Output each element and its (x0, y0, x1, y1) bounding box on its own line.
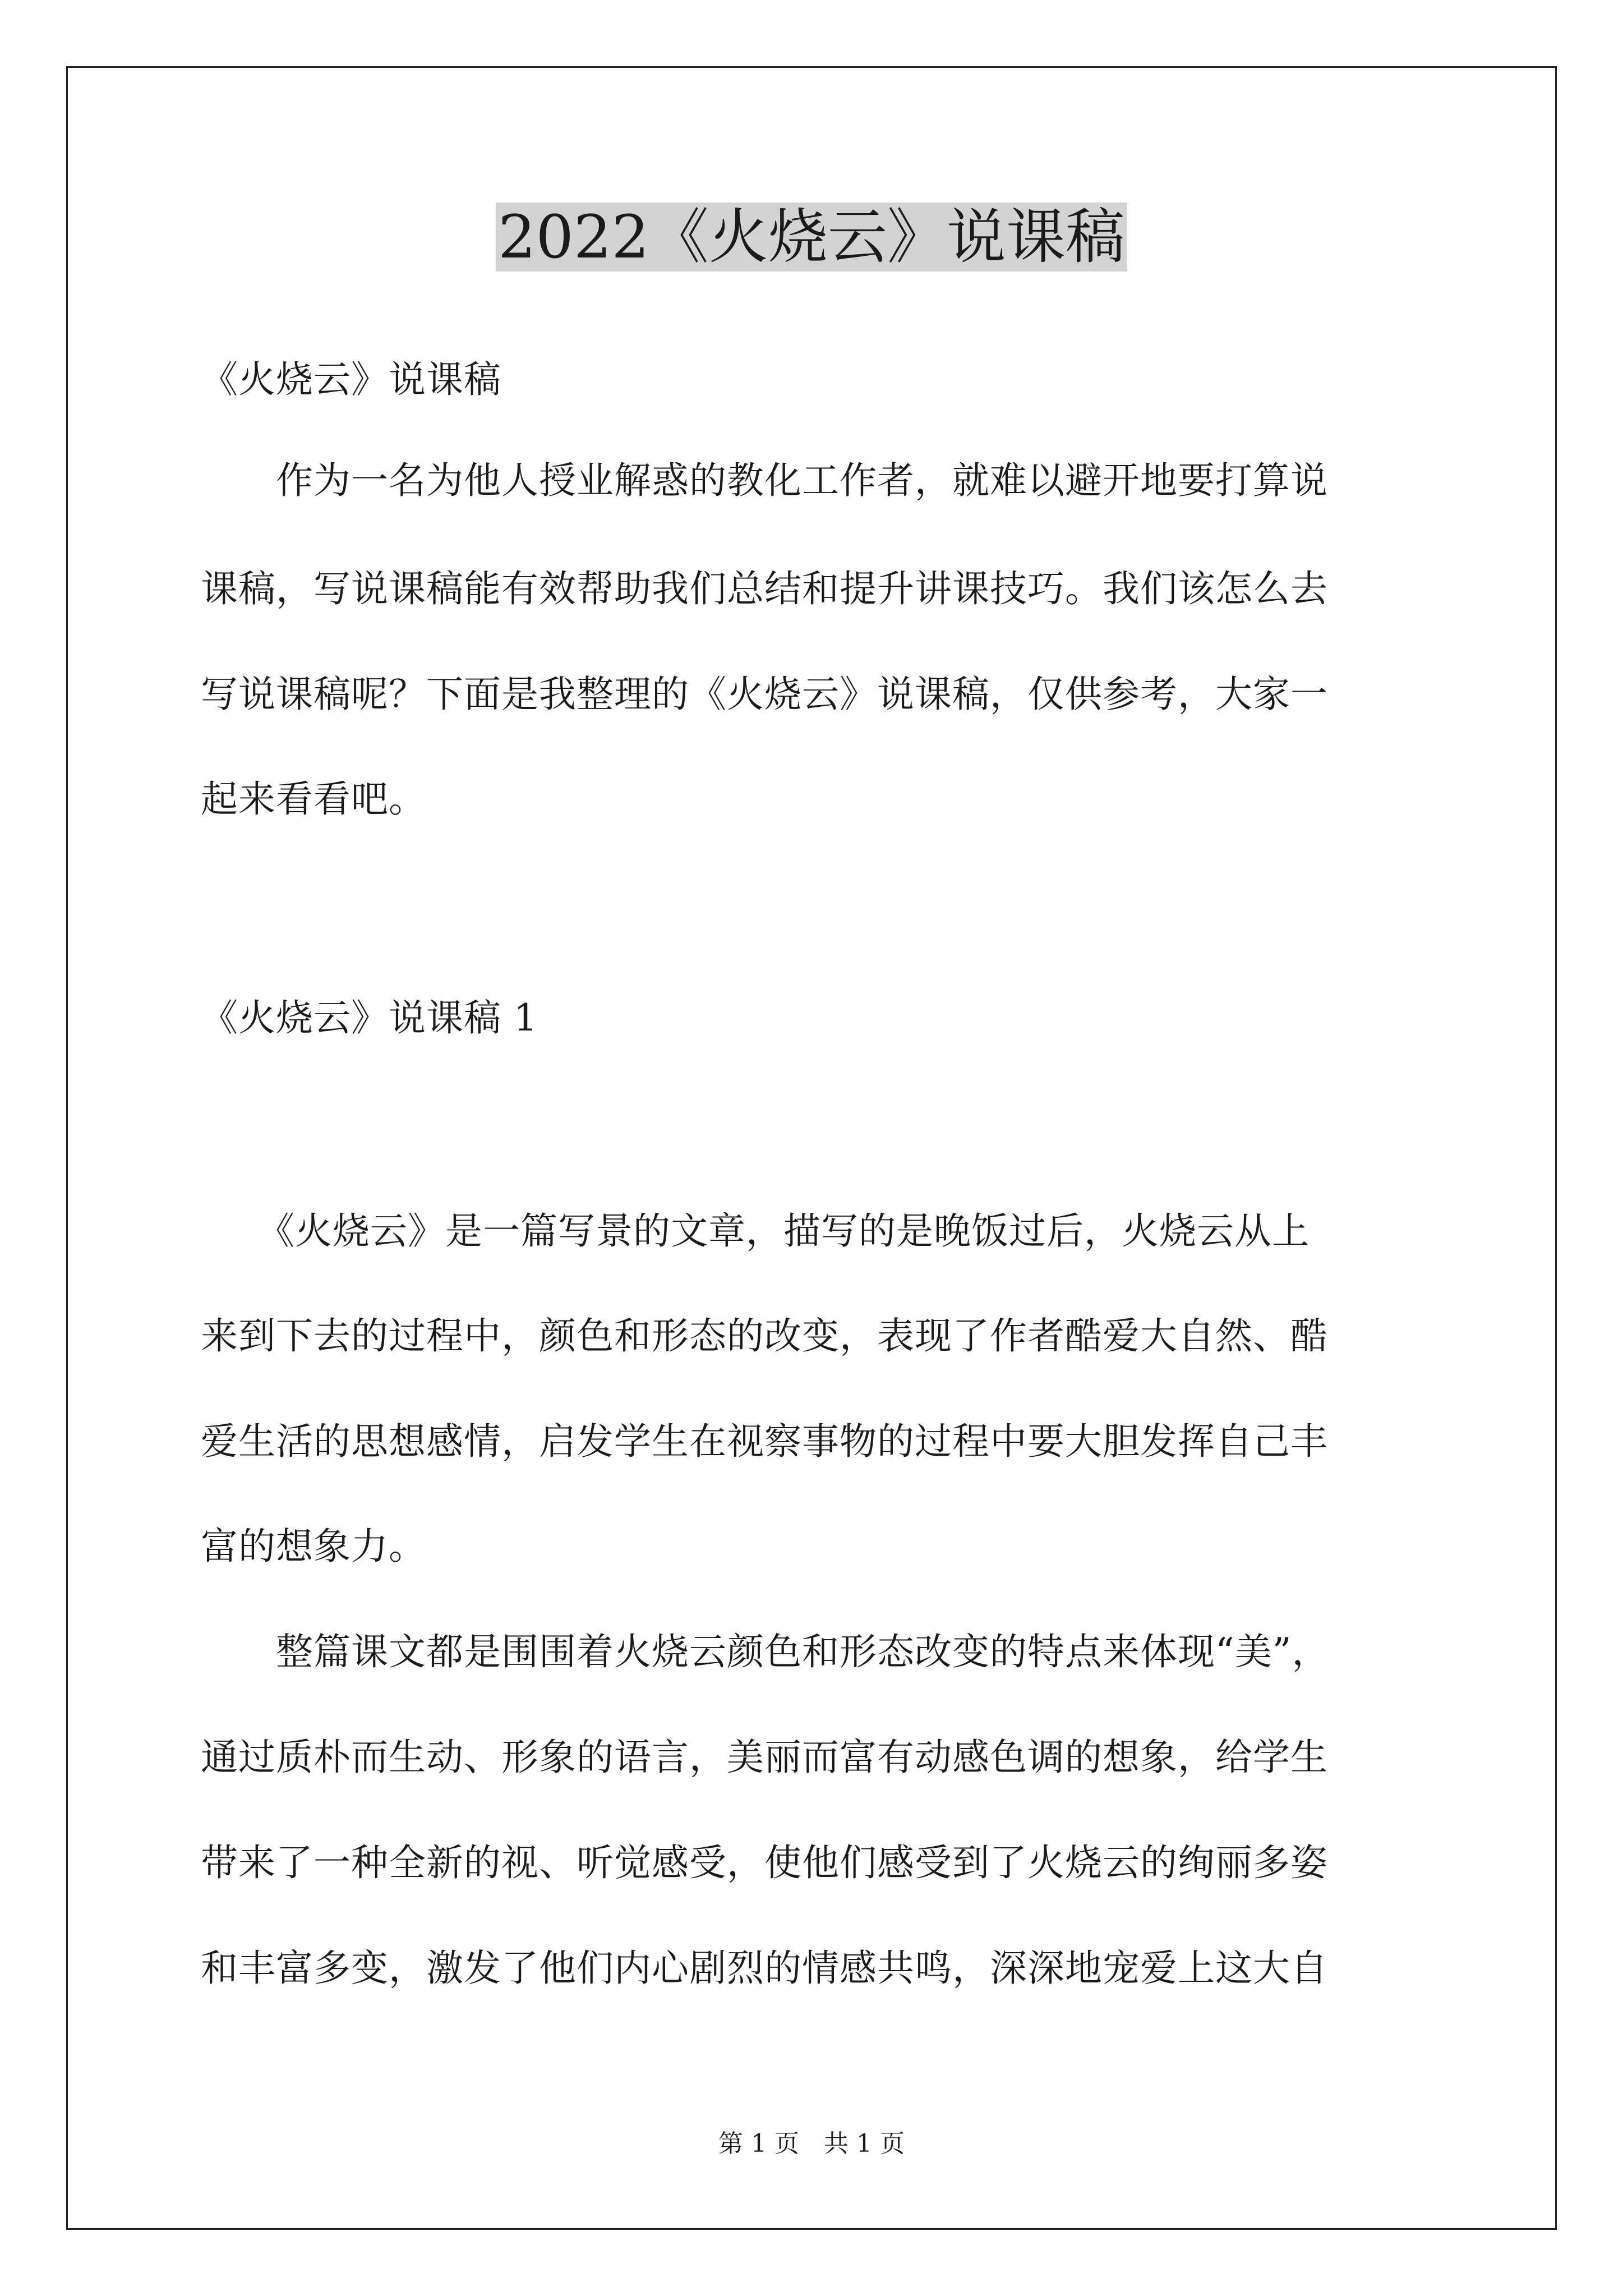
document-title-text: 2022《火烧云》说课稿 (496, 203, 1127, 272)
paragraph-line: 作为一名为他人授业解惑的教化工作者，就难以避开地要打算说 (201, 459, 1328, 502)
paragraph-line: 和丰富多变，激发了他们内心剧烈的情感共鸣，深深地宠爱上这大自 (201, 1947, 1328, 1990)
paragraph-line: 起来看看吧。 (201, 777, 426, 821)
paragraph-line: 整篇课文都是围围着火烧云颜色和形态改变的特点来体现“美”， (201, 1630, 1330, 1673)
paragraph-line: 课稿，写说课稿能有效帮助我们总结和提升讲课技巧。我们该怎么去 (201, 567, 1328, 610)
page-footer: 第 1 页 共 1 页 (718, 2129, 905, 2158)
paragraph-line: 爱生活的思想感情，启发学生在视察事物的过程中要大胆发挥自己丰 (201, 1420, 1328, 1463)
document-title (0, 195, 1623, 279)
document-subtitle: 《火烧云》说课稿 (201, 358, 501, 401)
paragraph-line: 富的想象力。 (201, 1525, 426, 1568)
paragraph-line: 《火烧云》是一篇写景的文章，描写的是晚饭过后，火烧云从上 (201, 1209, 1310, 1253)
paragraph-line: 来到下去的过程中，颜色和形态的改变，表现了作者酷爱大自然、酷 (201, 1314, 1328, 1358)
paragraph-line: 通过质朴而生动、形象的语言，美丽而富有动感色调的想象，给学生 (201, 1736, 1328, 1779)
paragraph-line: 写说课稿呢？下面是我整理的《火烧云》说课稿，仅供参考，大家一 (201, 673, 1328, 716)
section-heading: 《火烧云》说课稿 1 (201, 996, 538, 1039)
paragraph-line: 带来了一种全新的视、听觉感受，使他们感受到了火烧云的绚丽多姿 (201, 1841, 1328, 1884)
